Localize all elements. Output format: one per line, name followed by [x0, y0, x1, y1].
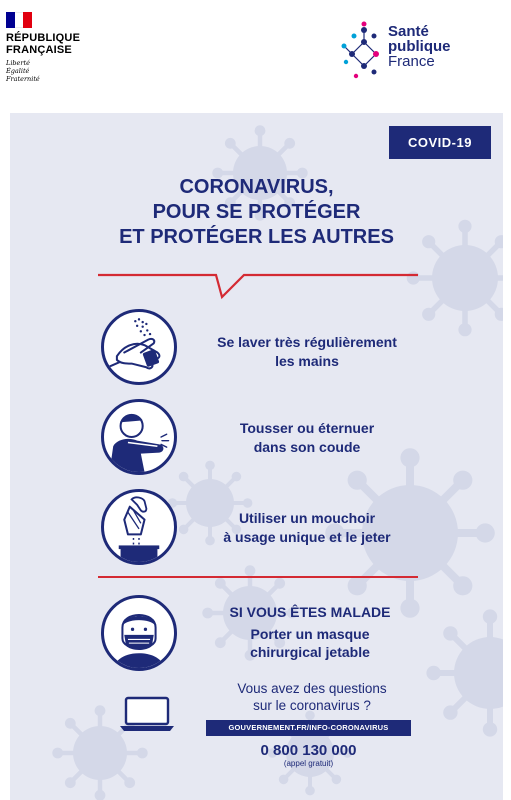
- sick-heading: SI VOUS ÊTES MALADE: [229, 604, 391, 620]
- info-url-link[interactable]: GOUVERNEMENT.FR/INFO-CORONAVIRUS: [206, 720, 411, 736]
- motto-egalite: Égalité: [6, 67, 30, 75]
- republique-francaise-logo: [6, 12, 116, 83]
- gesture-2-line1: Tousser ou éternuer: [239, 420, 375, 436]
- phone-number[interactable]: 0 800 130 000: [260, 742, 357, 759]
- header: [0, 0, 511, 113]
- question-line2: sur le coronavirus ?: [253, 698, 371, 713]
- spf-wordmark: [388, 24, 451, 69]
- gesture-3-line2: à usage unique et le jeter: [223, 529, 391, 545]
- tissue-icon: [101, 489, 177, 565]
- sante-publique-france-logo: [340, 20, 480, 90]
- questions-text: [207, 680, 417, 714]
- title-line3: ET PROTÉGER LES AUTRES: [119, 226, 394, 248]
- main-title: [10, 175, 503, 250]
- motto-liberte: Liberté: [6, 59, 30, 67]
- speech-bubble-divider: [98, 273, 418, 305]
- sick-line2: chirurgical jetable: [250, 644, 370, 660]
- gesture-2-text: [194, 419, 420, 457]
- french-flag-icon: [6, 12, 32, 28]
- laptop-icon: [118, 696, 176, 732]
- hand-washing-icon: [101, 309, 177, 385]
- spf-line2: publique: [388, 38, 451, 55]
- gesture-2-line2: dans son coude: [253, 439, 361, 455]
- motto: [6, 59, 116, 83]
- question-line1: Vous avez des questions: [237, 681, 387, 696]
- covid-badge: COVID-19: [389, 126, 491, 159]
- motto-fraternite: Fraternité: [6, 75, 40, 83]
- title-line1: CORONAVIRUS,: [179, 176, 334, 198]
- spf-line3: France: [388, 53, 435, 70]
- spf-line1: Santé: [388, 23, 429, 40]
- gesture-3-text: [194, 509, 420, 547]
- sick-line1: Porter un masque: [250, 626, 370, 642]
- republique-line2: FRANÇAISE: [6, 44, 72, 56]
- mask-icon: [101, 595, 177, 671]
- gesture-1-line2: les mains: [275, 353, 339, 369]
- phone-note: (appel gratuit): [283, 759, 334, 768]
- gesture-1-text: [194, 333, 420, 371]
- section-divider: [98, 576, 418, 578]
- gesture-1-line1: Se laver très régulièrement: [217, 334, 397, 350]
- sick-section-text: [212, 603, 408, 661]
- gesture-3-line1: Utiliser un mouchoir: [238, 510, 376, 526]
- republique-line1: RÉPUBLIQUE: [6, 32, 81, 44]
- title-line2: POUR SE PROTÉGER: [152, 201, 361, 223]
- poster: [10, 113, 503, 800]
- elbow-cough-icon: [101, 399, 177, 475]
- spf-dots-icon: [340, 20, 384, 84]
